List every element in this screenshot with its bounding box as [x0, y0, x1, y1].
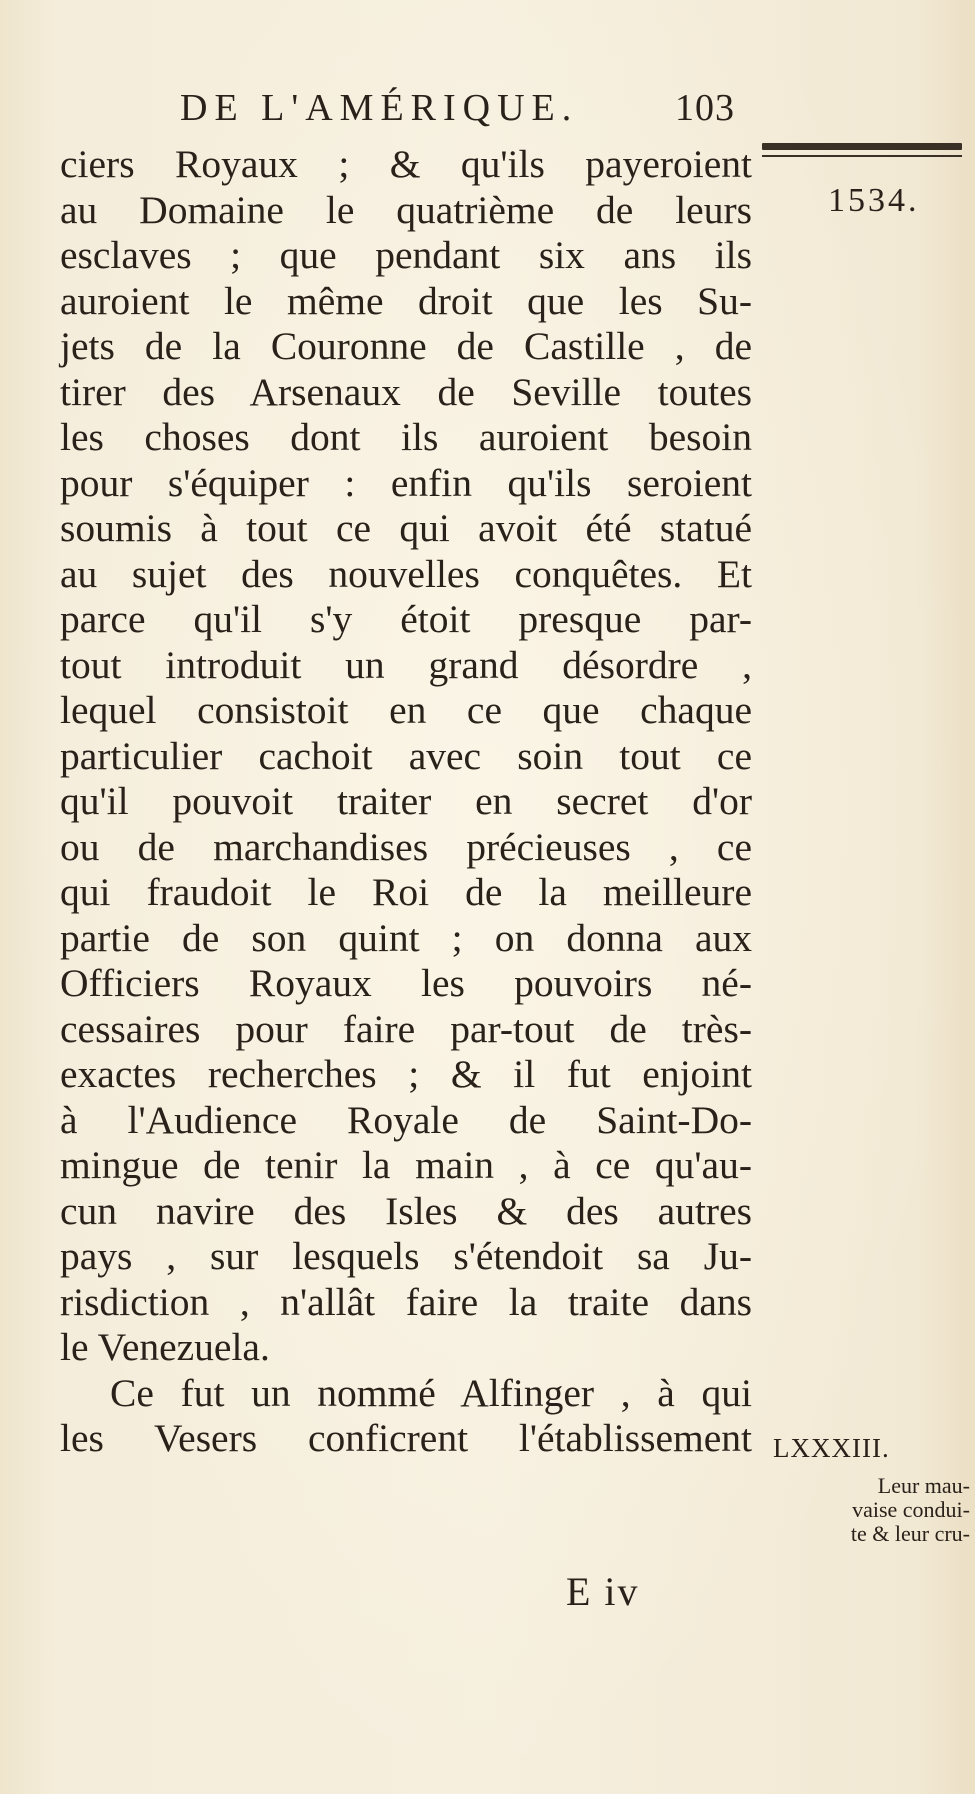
text-line: ciers Royaux ; & qu'ils payeroient — [60, 142, 752, 186]
text-line: cessaires pour faire par-tout de très- — [60, 1006, 752, 1051]
text-line: pays , sur lesquels s'étendoit sa Ju- — [60, 1234, 752, 1278]
text-line: tout introduit un grand désordre , — [60, 642, 752, 687]
margin-rule-thin — [762, 155, 962, 157]
margin-note-line: te & leur cru- — [850, 1521, 970, 1546]
text-line-paragraph-end: le Venezuela. — [60, 1325, 270, 1369]
margin-rule — [762, 143, 962, 150]
text-line: partie de son quint ; on donna aux — [60, 915, 752, 960]
running-header — [180, 86, 735, 130]
running-title: DE L'AMÉRIQUE. — [180, 87, 579, 129]
text-line: particulier cachoit avec soin tout ce — [60, 733, 752, 778]
text-line: exactes recherches ; & il fut enjoint — [60, 1052, 752, 1096]
margin-section-number: LXXXIII. — [773, 1433, 890, 1463]
text-line: qu'il pouvoit traiter en secret d'or — [60, 779, 752, 823]
text-line: les Vesers conficrent l'établissement — [60, 1416, 752, 1460]
text-line: Officiers Royaux les pouvoirs né- — [60, 961, 752, 1005]
text-line: qui fraudoit le Roi de la meilleure — [60, 870, 752, 914]
text-line: soumis à tout ce qui avoit été statué — [60, 506, 752, 550]
text-line: esclaves ; que pendant six ans ils — [60, 233, 752, 277]
margin-note-line: Leur mau- — [877, 1473, 970, 1498]
text-line: parce qu'il s'y étoit presque par- — [60, 597, 752, 641]
body-text — [60, 142, 760, 1462]
text-line: mingue de tenir la main , à ce qu'au- — [60, 1143, 752, 1187]
text-line: pour s'équiper : enfin qu'ils seroient — [60, 460, 752, 505]
text-line: risdiction , n'allât faire la traite dans — [60, 1279, 752, 1324]
text-line: jets de la Couronne de Castille , de — [60, 324, 752, 368]
margin-year: 1534. — [828, 182, 920, 219]
text-line: cun navire des Isles & des autres — [60, 1188, 752, 1233]
text-line: les choses dont ils auroient besoin — [60, 415, 752, 459]
text-line: lequel consistoit en ce que chaque — [60, 688, 752, 732]
margin-note — [758, 1474, 970, 1546]
margin-note-line: vaise condui- — [852, 1497, 970, 1522]
text-line: à l'Audience Royale de Saint-Do- — [60, 1097, 752, 1142]
text-line: auroient le même droit que les Su- — [60, 278, 752, 323]
text-line: ou de marchandises précieuses , ce — [60, 824, 752, 869]
text-line: au sujet des nouvelles conquêtes. Et — [60, 551, 752, 596]
page-number: 103 — [675, 87, 735, 129]
text-line: au Domaine le quatrième de leurs — [60, 187, 752, 232]
text-line-paragraph-start: Ce fut un nommé Alfinger , à qui — [110, 1370, 752, 1415]
text-line: tirer des Arsenaux de Seville toutes — [60, 369, 752, 414]
signature-mark: E iv — [566, 1569, 640, 1614]
